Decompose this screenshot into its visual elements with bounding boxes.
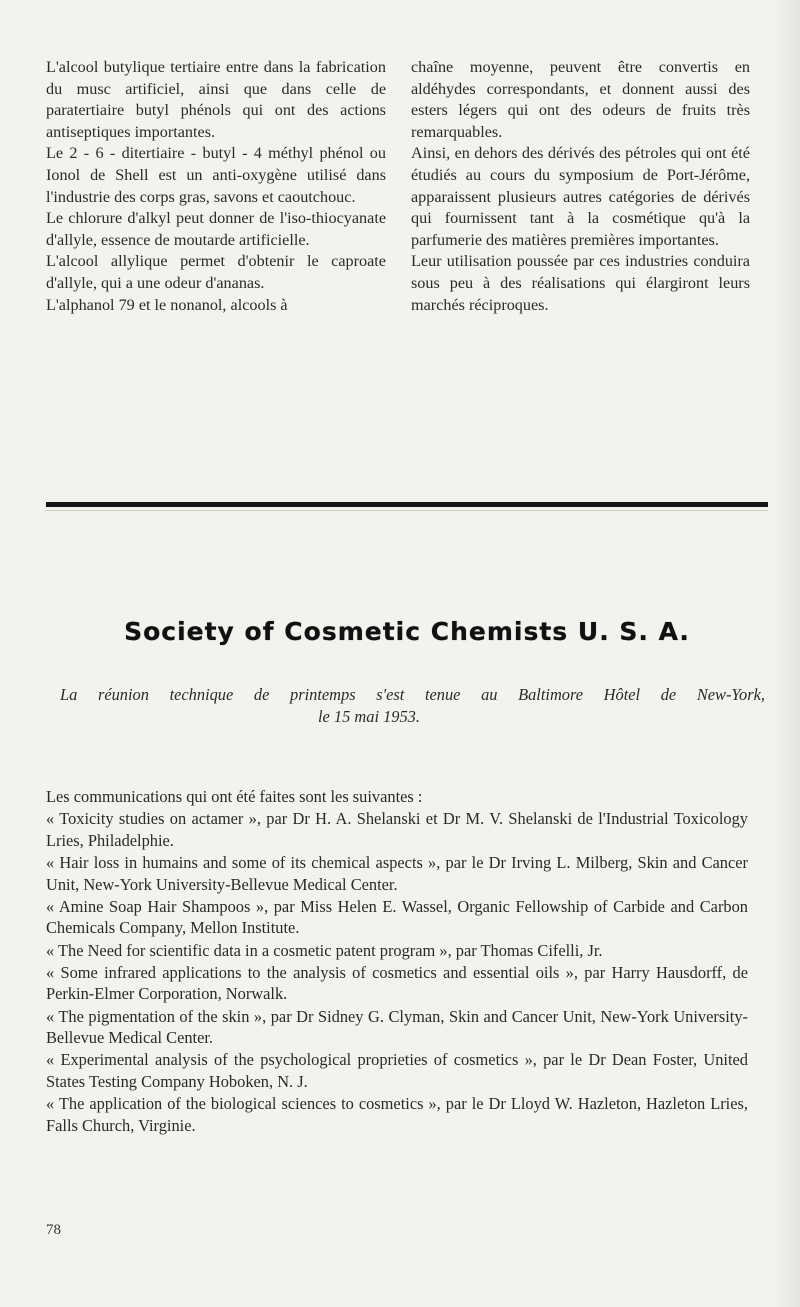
intro-paragraph: Les communications qui ont été faites sont les suivantes : (46, 787, 423, 806)
list-item: « Hair loss in humains and some of its chemical aspects », par le Dr Irving L. Milberg, Skin and Cancer Unit, New-York University-Bellevue Medical Center. (46, 852, 748, 894)
paragraph: L'alcool butylique tertiaire entre dans la fabrication du musc artificiel, ainsi que dans celle de paratertiaire butyl phénols qui ont des actions antiseptiques importantes. (46, 58, 386, 141)
paragraph: Le chlorure d'alkyl peut donner de l'iso-thiocyanate d'allyle, essence de moutarde artificielle. (46, 209, 386, 249)
communications-list (46, 786, 748, 1137)
left-column (46, 57, 386, 316)
right-column (411, 57, 750, 316)
list-item: « Some infrared applications to the analysis of cosmetics and essential oils », par Harry Hausdorff, de Perkin-Elmer Corporation, Norwalk. (46, 962, 748, 1004)
list-item: « The application of the biological sciences to cosmetics », par le Dr Lloyd W. Hazleton, Hazleton Lries, Falls Church, Virginie. (46, 1094, 748, 1135)
paragraph: Ainsi, en dehors des dérivés des pétroles qui ont été étudiés au cours du symposium de Port-Jérôme, apparaissent plusieurs autres catégories de dérivés qui fournissent tant à la cosmétique qu'à la parfumerie des matières premières importantes. (411, 144, 750, 249)
paragraph: Leur utilisation poussée par ces industries conduira sous peu à des réalisations qui élargiront leurs marchés réciproques. (411, 252, 750, 314)
paragraph: chaîne moyenne, peuvent être convertis en aldéhydes correspondants, et donnent aussi des esters légers qui ont des odeurs de fruits très remarquables. (411, 58, 750, 141)
section-divider (46, 502, 768, 507)
section-subtitle (60, 684, 765, 728)
paragraph: L'alphanol 79 et le nonanol, alcools à (46, 295, 288, 314)
subtitle-line: La réunion technique de printemps s'est tenue au Baltimore Hôtel de New-York, (60, 685, 765, 704)
page-number: 78 (46, 1222, 61, 1238)
paragraph: L'alcool allylique permet d'obtenir le caproate d'allyle, qui a une odeur d'ananas. (46, 252, 386, 292)
paragraph: Le 2 - 6 - ditertiaire - butyl - 4 méthyl phénol ou Ionol de Shell est un anti-oxygène utilisé dans l'industrie des corps gras, savons et caoutchouc. (46, 144, 386, 206)
list-item: « The Need for scientific data in a cosmetic patent program », par Thomas Cifelli, Jr. (46, 940, 603, 960)
page-edge-shadow (774, 0, 800, 1307)
list-item: « The pigmentation of the skin », par Dr Sidney G. Clyman, Skin and Cancer Unit, New-York University-Bellevue Medical Center. (46, 1006, 748, 1048)
subtitle-line: le 15 mai 1953. (318, 707, 420, 726)
section-heading: Society of Cosmetic Chemists U. S. A. (124, 617, 690, 646)
list-item: « Experimental analysis of the psychological proprieties of cosmetics », par le Dr Dean Foster, United States Testing Company Hoboken, N. J. (46, 1050, 748, 1091)
list-item: « Toxicity studies on actamer », par Dr H. A. Shelanski et Dr M. V. Shelanski de l'Industrial Toxicology Lries, Philadelphie. (46, 809, 748, 850)
list-item: « Amine Soap Hair Shampoos », par Miss Helen E. Wassel, Organic Fellowship of Carbide and Carbon Chemicals Company, Mellon Institute. (46, 896, 748, 938)
